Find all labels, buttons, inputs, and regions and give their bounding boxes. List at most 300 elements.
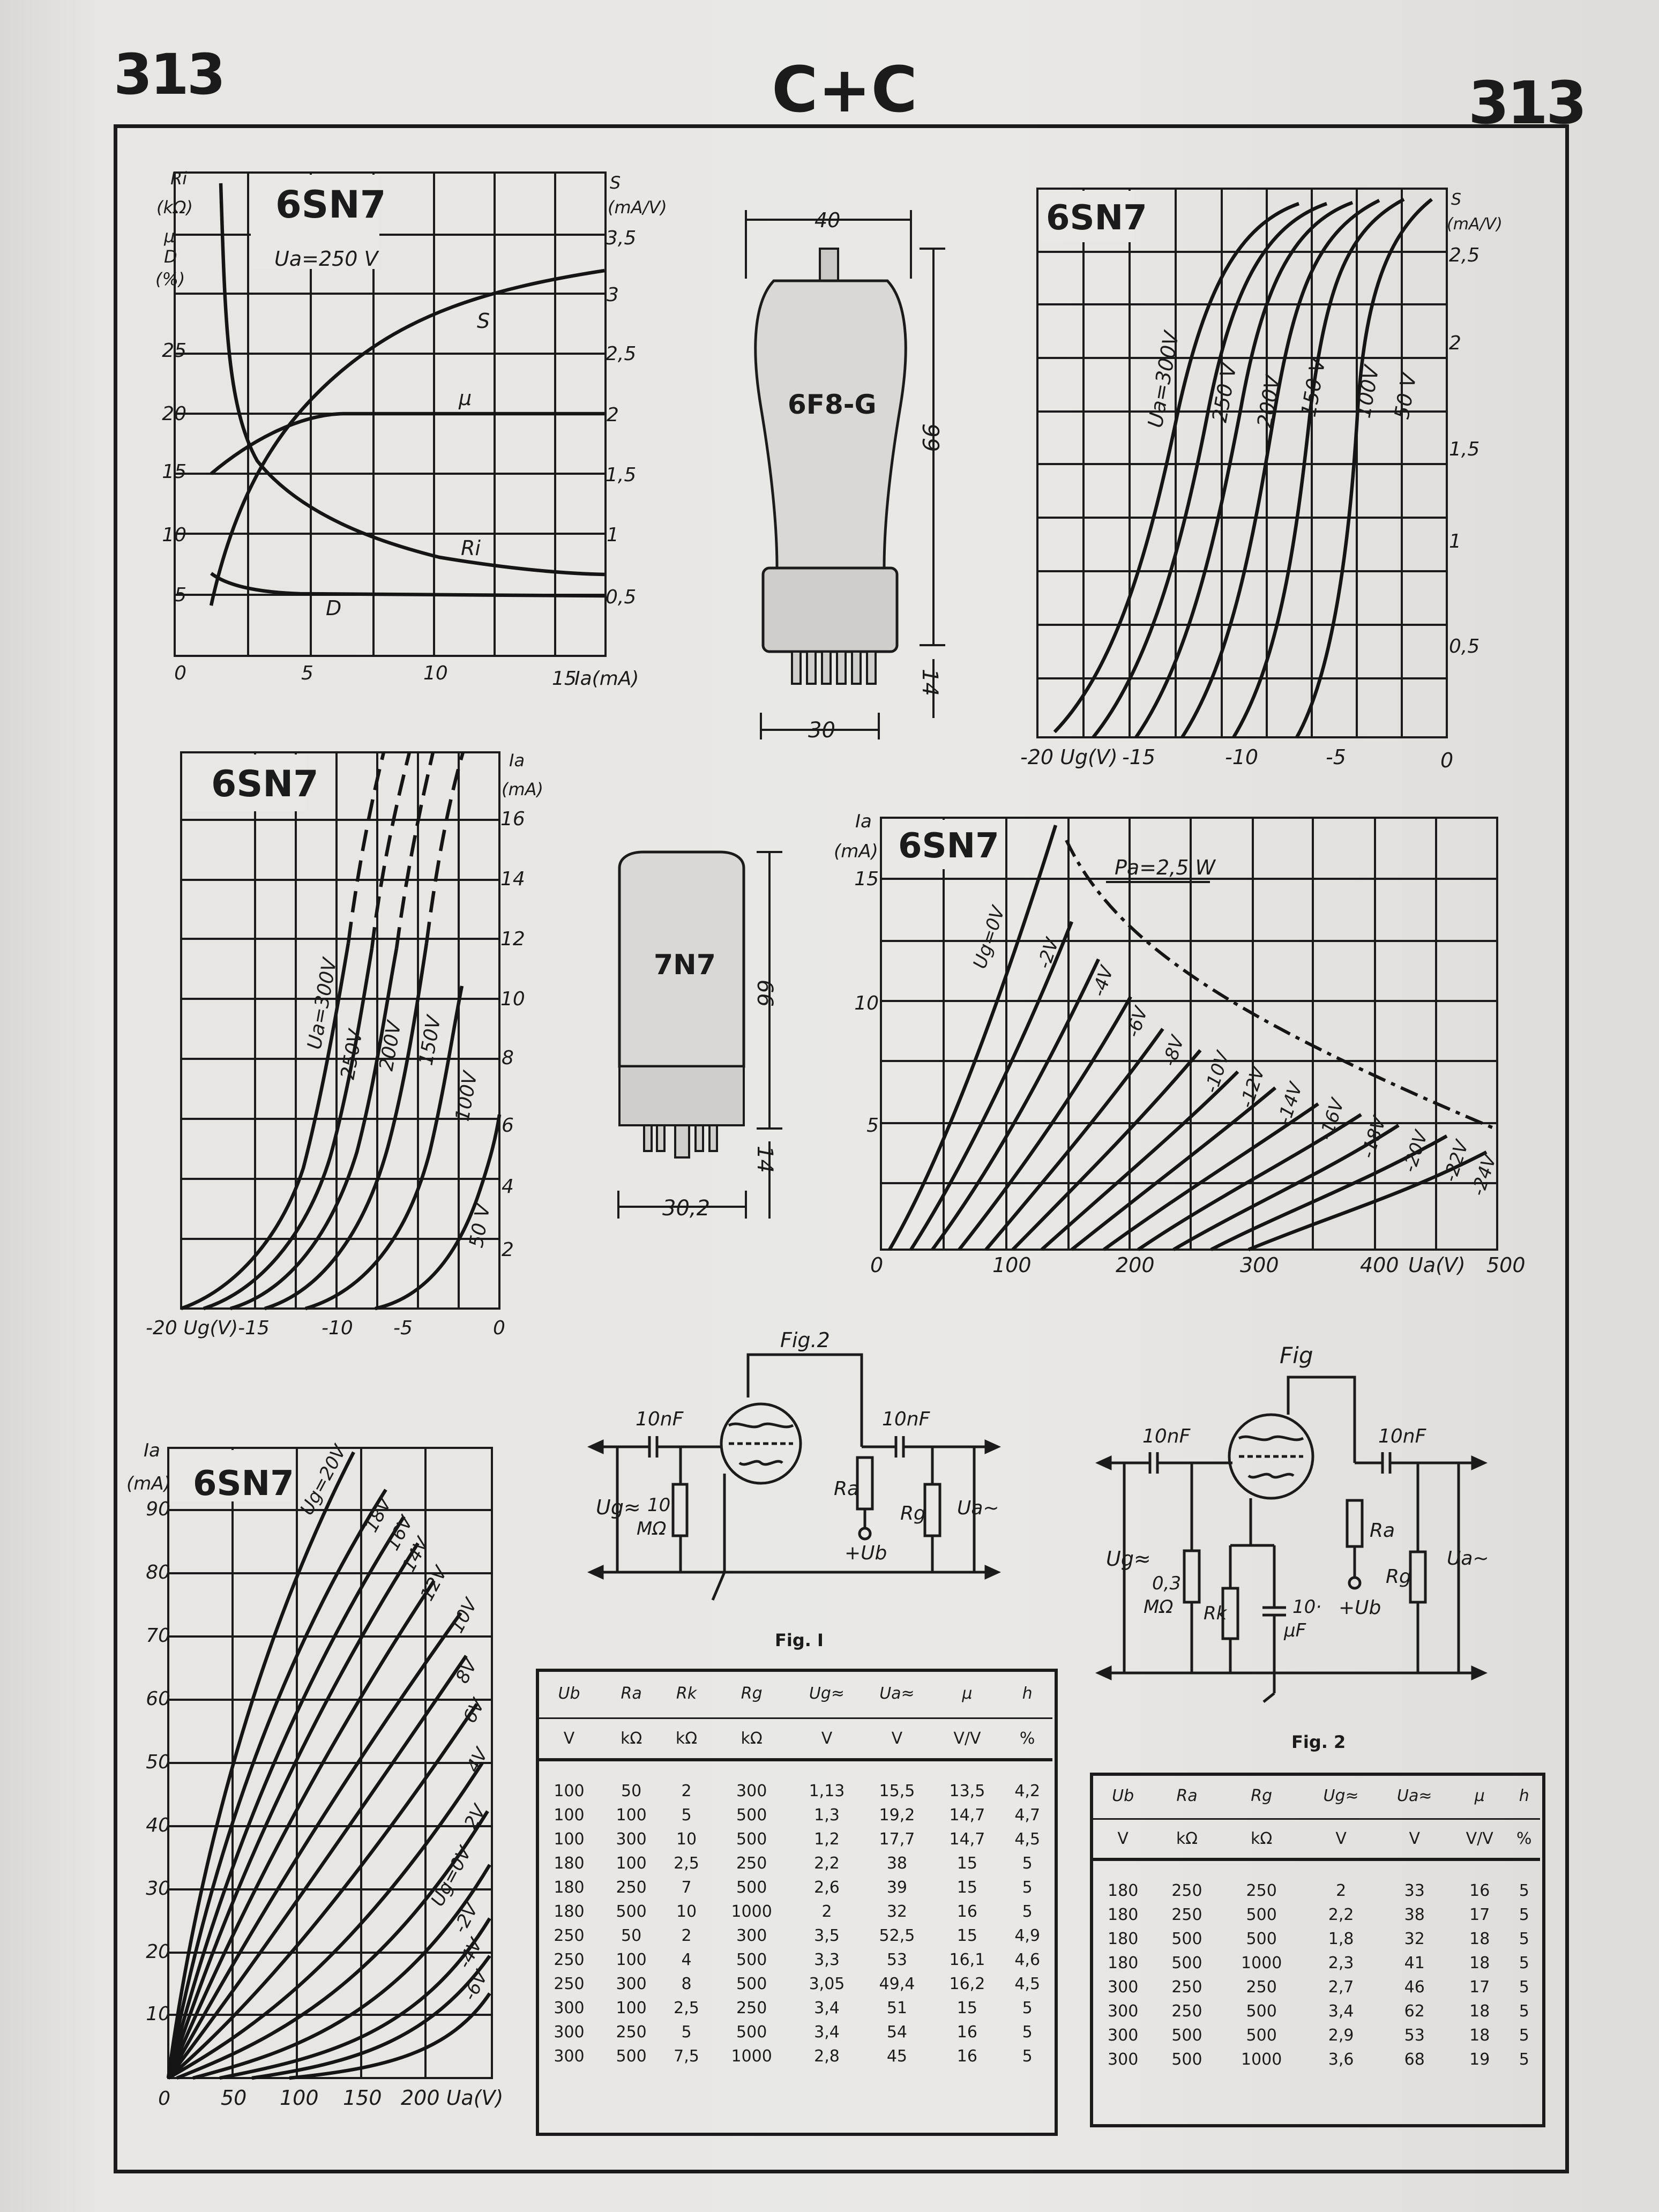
svg-text:-24V: -24V [1467,1152,1501,1199]
chart5-y-label [126,1440,171,1494]
svg-text:Ua(V): Ua(V) [1408,1253,1466,1277]
svg-text:0: 0 [158,2088,170,2110]
svg-text:-6V: -6V [1122,1004,1153,1040]
table-cell: 500 [736,1878,767,1897]
tube1-name: 6F8-G [788,389,877,420]
svg-text:-12V: -12V [1236,1064,1269,1111]
svg-text:-14V: -14V [1273,1080,1307,1127]
table-cell: 300 [554,1999,585,2017]
table-cell: 500 [1171,2026,1202,2045]
table-cell: 500 [736,2023,767,2042]
svg-text:-10: -10 [1225,745,1259,769]
svg-text:6: 6 [502,1115,514,1137]
svg-text:10V: 10V [446,1595,482,1637]
chart3-curve-250v [204,948,372,1309]
table-cell: 250 [554,1926,585,1945]
table-cell: 180 [554,1854,585,1873]
table-cell: 2,9 [1328,2026,1354,2045]
table-cell: 250 [616,1878,647,1897]
chart4-curves [890,825,1486,1250]
table-cell: 5 [1022,2023,1033,2042]
svg-text:2: 2 [502,1239,514,1261]
svg-text:0: 0 [174,662,186,684]
tube1-dim-height: 99 [917,423,944,452]
table-cell: 50 [621,1782,642,1800]
table-cell: 4,5 [1014,1830,1041,1849]
table-cell: 500 [616,1902,647,1921]
table-cell: 1000 [1240,1954,1282,1972]
table-cell: 300 [616,1975,647,1993]
svg-text:4V: 4V [462,1744,493,1776]
svg-text:-4V: -4V [1088,963,1118,999]
svg-text:4: 4 [502,1176,514,1198]
chart2-curve-250v [1093,204,1327,737]
svg-text:10: 10 [500,988,525,1010]
svg-text:150 V: 150 V [1296,356,1331,419]
svg-text:MΩ: MΩ [1144,1596,1174,1618]
table-cell: 300 [554,2047,585,2066]
chart2-right-axis-label [1447,190,1503,234]
fig2-ck: 10· [1292,1596,1322,1618]
svg-text:10: 10 [146,2003,170,2025]
svg-text:5: 5 [866,1115,879,1137]
table-cell: 250 [616,2023,647,2042]
table-cell: 100 [554,1782,585,1800]
fig2-rk: Rk [1204,1603,1227,1624]
table-cell: 7 [681,1878,692,1897]
svg-text:2V: 2V [460,1801,491,1833]
table-cell: 10 [676,1830,697,1849]
table-cell: 5 [1022,2047,1033,2066]
table-row [1091,2047,1540,2072]
chart1-curve-s [211,271,604,606]
chart2-curve-150v [1182,200,1379,737]
svg-text:Ug=0V: Ug=0V [969,903,1010,972]
table-cell: 100 [616,1951,647,1969]
svg-text:(mA/V): (mA/V) [608,197,667,218]
table-cell: 2 [681,1782,692,1800]
svg-text:(%): (%) [155,269,185,289]
svg-text:50 V: 50 V [465,1202,495,1250]
svg-text:250V: 250V [337,1028,368,1081]
fig2-c-out: 10nF [1378,1425,1426,1447]
magazine-title: C+C [772,53,918,126]
table-cell: 100 [616,1854,647,1873]
fig1-c-in: 10nF [636,1408,684,1430]
svg-text:100: 100 [280,2086,319,2110]
svg-text:300: 300 [1240,1253,1279,1277]
table-cell: 45 [886,2047,908,2066]
page-number-right: 313 [1468,69,1585,137]
chart5-grid [168,1448,492,2078]
table-cell: 2,2 [1328,1905,1354,1924]
table-cell: 1,8 [1328,1930,1354,1948]
table1-body [537,1760,1052,2068]
svg-text:3: 3 [607,284,619,306]
table-cell: 500 [736,1975,767,1993]
chart3-y-ticks [500,808,525,1261]
table-cell: 50 [621,1926,642,1945]
table-cell: 2 [681,1926,692,1945]
table-cell: 300 [736,1926,767,1945]
chart5-curves [168,1452,490,2078]
table-cell: 15 [956,1878,977,1897]
svg-text:μ: μ [459,386,472,410]
tube2-dim-height: 66 [752,980,777,1007]
table-cell: 3,5 [814,1926,840,1945]
table-cell: 180 [1108,1881,1139,1900]
table-cell: 4,7 [1014,1806,1041,1825]
chart1-curve-d [211,573,604,596]
table-cell: 5 [1519,1881,1529,1900]
table-cell: 3,3 [814,1951,840,1969]
svg-text:1: 1 [607,524,619,546]
svg-text:0,5: 0,5 [606,586,637,608]
svg-text:20: 20 [162,403,186,425]
svg-text:-2V: -2V [449,1899,483,1937]
table-cell: 16,2 [949,1975,985,1993]
chart5-x-ticks [221,2086,503,2110]
table2 [1091,1774,1540,2072]
table-row [537,1827,1052,1851]
table-cell: 500 [1246,2002,1277,2021]
svg-text:500: 500 [1486,1253,1526,1277]
table-cell: 5 [1519,1930,1529,1948]
svg-text:16: 16 [500,808,525,830]
chart2-curve-200v [1136,203,1352,737]
table-cell: 53 [1404,2026,1425,2045]
svg-text:-6V: -6V [459,1967,492,2005]
table-cell: 4,6 [1014,1951,1041,1969]
svg-text:-5: -5 [393,1317,413,1339]
svg-text:2: 2 [1449,332,1461,354]
chart2-grid [1037,189,1447,737]
fig1-c-out: 10nF [882,1408,930,1430]
table-cell: 2,3 [1328,1954,1354,1972]
chart4-title: 6SN7 [898,826,999,866]
page-number-left: 313 [114,42,224,107]
fig2-ug: Ug≈ [1106,1547,1151,1571]
table-cell: 100 [554,1806,585,1825]
fig1-r-grid: 10 [647,1494,671,1516]
table-cell: 100 [554,1830,585,1849]
table-row [1091,2023,1540,2047]
svg-text:50: 50 [221,2086,247,2110]
chart2-curve-50v [1297,199,1432,737]
table-cell: 300 [736,1782,767,1800]
svg-text:20: 20 [146,1941,170,1963]
table-cell: 18 [1469,1954,1490,1972]
circuit-fig1 [591,1328,999,1650]
table-cell: 5 [1519,2026,1529,2045]
fig1-top-label: Fig.2 [780,1328,830,1352]
svg-text:(mA): (mA) [126,1473,171,1494]
svg-text:-5: -5 [1326,745,1346,769]
fig1-ug: Ug≈ [596,1496,641,1519]
table-cell: 19 [1469,2050,1490,2069]
svg-text:1: 1 [1449,530,1461,552]
table-cell: 14,7 [949,1830,985,1849]
svg-text:150V: 150V [415,1014,446,1067]
table-cell: 33 [1404,1881,1425,1900]
svg-text:-8V: -8V [1159,1033,1189,1069]
table1-units-row: V kΩ kΩ kΩ V V V/V % [537,1718,1052,1760]
table-cell: 2,2 [814,1854,840,1873]
svg-text:80: 80 [146,1561,170,1583]
table-cell: 3,05 [809,1975,845,1993]
svg-text:Ug=20V: Ug=20V [296,1441,351,1519]
table-row [537,2020,1052,2044]
table-row [1091,1999,1540,2023]
table-cell: 300 [554,2023,585,2042]
svg-text:1,5: 1,5 [606,464,637,486]
table-row [1091,1927,1540,1951]
table-cell: 2 [821,1902,832,1921]
table-row [537,1924,1052,1948]
table-cell: 5 [1022,1854,1033,1873]
table-cell: 68 [1404,2050,1425,2069]
chart2-right-ticks [1449,244,1479,657]
table-cell: 32 [1404,1930,1425,1948]
svg-text:30: 30 [146,1878,170,1900]
table-cell: 46 [1404,1978,1425,1997]
table-cell: 500 [1171,1930,1202,1948]
svg-text:15: 15 [854,868,879,890]
table2-body [1091,1859,1540,2072]
svg-text:D: D [326,596,342,620]
fig2-ub: +Ub [1339,1597,1381,1619]
svg-text:S: S [1451,190,1462,209]
table-row [537,2044,1052,2068]
chart-6sn7-transconductance [1020,189,1503,772]
table-row [1091,1951,1540,1975]
svg-text:0: 0 [1440,749,1454,772]
tube1-dim-width: 40 [814,208,841,232]
svg-text:2: 2 [607,404,619,426]
svg-text:Ri: Ri [461,536,481,560]
table-cell: 5 [1022,1999,1033,2017]
svg-text:200V: 200V [1252,373,1285,430]
svg-text:-10: -10 [322,1317,353,1339]
table-cell: 250 [736,1999,767,2017]
table-cell: 250 [1171,1905,1202,1924]
fig2-top-label: Fig [1280,1342,1313,1369]
chart2-title: 6SN7 [1046,198,1147,238]
table-spacer-row [537,1760,1052,1779]
table-cell: 49,4 [879,1975,915,1993]
fig1-ua: Ua~ [957,1497,999,1519]
table-cell: 16 [956,1902,977,1921]
svg-text:250 V: 250 V [1207,361,1242,424]
chart5-y-ticks [146,1498,170,2110]
table-cell: 500 [1171,2050,1202,2069]
table-cell: 4,5 [1014,1975,1041,1993]
chart-6sn7-transfer [146,750,543,1339]
table-cell: 300 [616,1830,647,1849]
table-cell: 3,4 [814,2023,840,2042]
table-cell: 15,5 [879,1782,915,1800]
table-cell: 16,1 [949,1951,985,1969]
table-cell: 2,5 [674,1999,699,2017]
svg-text:-18V: -18V [1357,1114,1391,1161]
svg-text:100: 100 [992,1253,1032,1277]
table-cell: 18 [1469,2026,1490,2045]
svg-text:100V: 100V [451,1070,482,1123]
table-cell: 250 [736,1854,767,1873]
table-cell: 2,6 [814,1878,840,1897]
table-cell: 13,5 [949,1782,985,1800]
fig2-caption: Fig. 2 [1291,1732,1346,1752]
svg-text:5: 5 [174,584,186,606]
tube2-dim-pins: 14 [752,1146,777,1173]
table-row [537,1996,1052,2020]
table-cell: 15 [956,1854,977,1873]
table-cell: 5 [1519,1905,1529,1924]
table-cell: 300 [1108,2026,1139,2045]
fig2-rg: Rg [1386,1566,1411,1588]
table-cell: 500 [1246,1905,1277,1924]
svg-text:0,5: 0,5 [1449,636,1480,657]
svg-text:Ia(mA): Ia(mA) [574,668,639,690]
chart1-right-ticks [606,227,636,608]
table-cell: 10 [676,1902,697,1921]
svg-text:(kΩ): (kΩ) [156,197,193,218]
tube-7n7-drawing [618,852,782,1221]
table-cell: 18 [1469,2002,1490,2021]
svg-text:-20V: -20V [1399,1128,1432,1175]
table-cell: 2,8 [814,2047,840,2066]
table-cell: 180 [554,1902,585,1921]
table-cell: 5 [1519,1954,1529,1972]
svg-text:12: 12 [500,928,525,950]
svg-text:2,5: 2,5 [606,343,637,365]
table-cell: 250 [1171,1881,1202,1900]
table-cell: 5 [1519,1978,1529,1997]
table-cell: 250 [1246,1978,1277,1997]
svg-text:-20 Ug(V)-15: -20 Ug(V)-15 [146,1317,270,1339]
svg-text:150: 150 [343,2086,382,2110]
table-row [537,1875,1052,1900]
tube-6f8g-drawing [746,208,945,743]
chart1-left-axis-label [155,168,193,289]
table2-units-row: V kΩ kΩ V V V/V % [1091,1819,1540,1859]
svg-text:90: 90 [146,1498,170,1520]
svg-text:10: 10 [854,992,879,1014]
chart1-x-ticks [301,662,639,690]
tube1-dim-pins: 14 [917,669,942,696]
svg-text:50: 50 [146,1751,170,1773]
svg-text:1,5: 1,5 [1449,438,1480,460]
svg-text:MΩ: MΩ [637,1518,667,1540]
table-cell: 250 [1246,1881,1277,1900]
table-cell: 51 [886,1999,908,2017]
chart3-dashed-extensions [348,752,463,948]
chart4-power-label: Pa=2,5 W [1115,856,1216,879]
table-cell: 250 [1171,2002,1202,2021]
chart1-right-axis-label [608,173,667,218]
fig1-ub: +Ub [845,1542,887,1564]
chart4-power-limit-curve [1066,840,1497,1130]
table-row [1091,1903,1540,1927]
table-cell: 5 [1519,2050,1529,2069]
table-cell: 1,2 [814,1830,840,1849]
table-cell: 2,5 [674,1854,699,1873]
svg-text:-10V: -10V [1200,1049,1234,1096]
table-cell: 500 [1171,1954,1202,1972]
svg-text:Ia: Ia [855,811,872,832]
chart1-curve-labels [326,309,490,620]
table-cell: 8 [681,1975,692,1993]
table-cell: 180 [1108,1905,1139,1924]
chart2-x-ticks [1020,745,1453,772]
svg-text:400: 400 [1360,1253,1399,1277]
table-cell: 300 [1108,1978,1139,1997]
svg-text:Ug=0V: Ug=0V [427,1843,476,1910]
svg-text:μF: μF [1284,1620,1306,1641]
table-cell: 1,13 [809,1782,845,1800]
fig1-ra: Ra [834,1478,860,1500]
table-cell: 15 [956,1999,977,2017]
svg-text:12V: 12V [416,1563,452,1605]
svg-text:10: 10 [162,524,186,546]
svg-text:6V: 6V [459,1695,490,1727]
table-cell: 41 [1404,1954,1425,1972]
svg-text:Ia: Ia [509,750,525,771]
table-cell: 16 [956,2023,977,2042]
table-cell: 17 [1469,1905,1490,1924]
fig1-rg: Rg [900,1503,926,1525]
table-cell: 38 [1404,1905,1425,1924]
table-cell: 4 [681,1951,692,1969]
svg-text:8V: 8V [451,1655,482,1687]
svg-text:40: 40 [146,1814,170,1836]
table-cell: 2 [1336,1881,1347,1900]
table-cell: 16 [1469,1881,1490,1900]
svg-text:Ri: Ri [170,168,188,189]
svg-text:(mA): (mA) [834,841,878,862]
circuit-fig2 [1098,1342,1489,1752]
svg-text:0: 0 [493,1317,505,1339]
table-cell: 38 [886,1854,908,1873]
svg-text:-20 Ug(V): -20 Ug(V) [1020,745,1118,769]
svg-text:200 Ua(V): 200 Ua(V) [401,2086,504,2110]
table-cell: 54 [886,2023,908,2042]
svg-text:(mA/V): (mA/V) [1447,215,1503,234]
table-row [1091,1975,1540,1999]
chart-6sn7-positive-grid [126,1440,503,2110]
svg-text:-2V: -2V [1033,936,1064,972]
svg-text:S: S [477,309,490,333]
svg-text:(mA): (mA) [502,779,544,799]
svg-text:S: S [610,173,621,193]
table-spacer-row [1091,1859,1540,1879]
svg-text:3,5: 3,5 [606,227,637,249]
table-cell: 5 [681,1806,692,1825]
table-cell: 500 [736,1951,767,1969]
table-cell: 300 [1108,2002,1139,2021]
svg-text:16V: 16V [382,1512,418,1555]
svg-text:-4V: -4V [453,1934,487,1972]
table-row [537,1900,1052,1924]
tube2-dim-base: 30,2 [662,1196,711,1221]
svg-text:Ia: Ia [144,1440,160,1461]
svg-text:8: 8 [502,1047,514,1069]
table-cell: 250 [554,1951,585,1969]
svg-text:-22V: -22V [1439,1138,1473,1185]
chart4-y-ticks [854,868,879,1137]
table-cell: 39 [886,1878,908,1897]
table-cell: 500 [1246,1930,1277,1948]
